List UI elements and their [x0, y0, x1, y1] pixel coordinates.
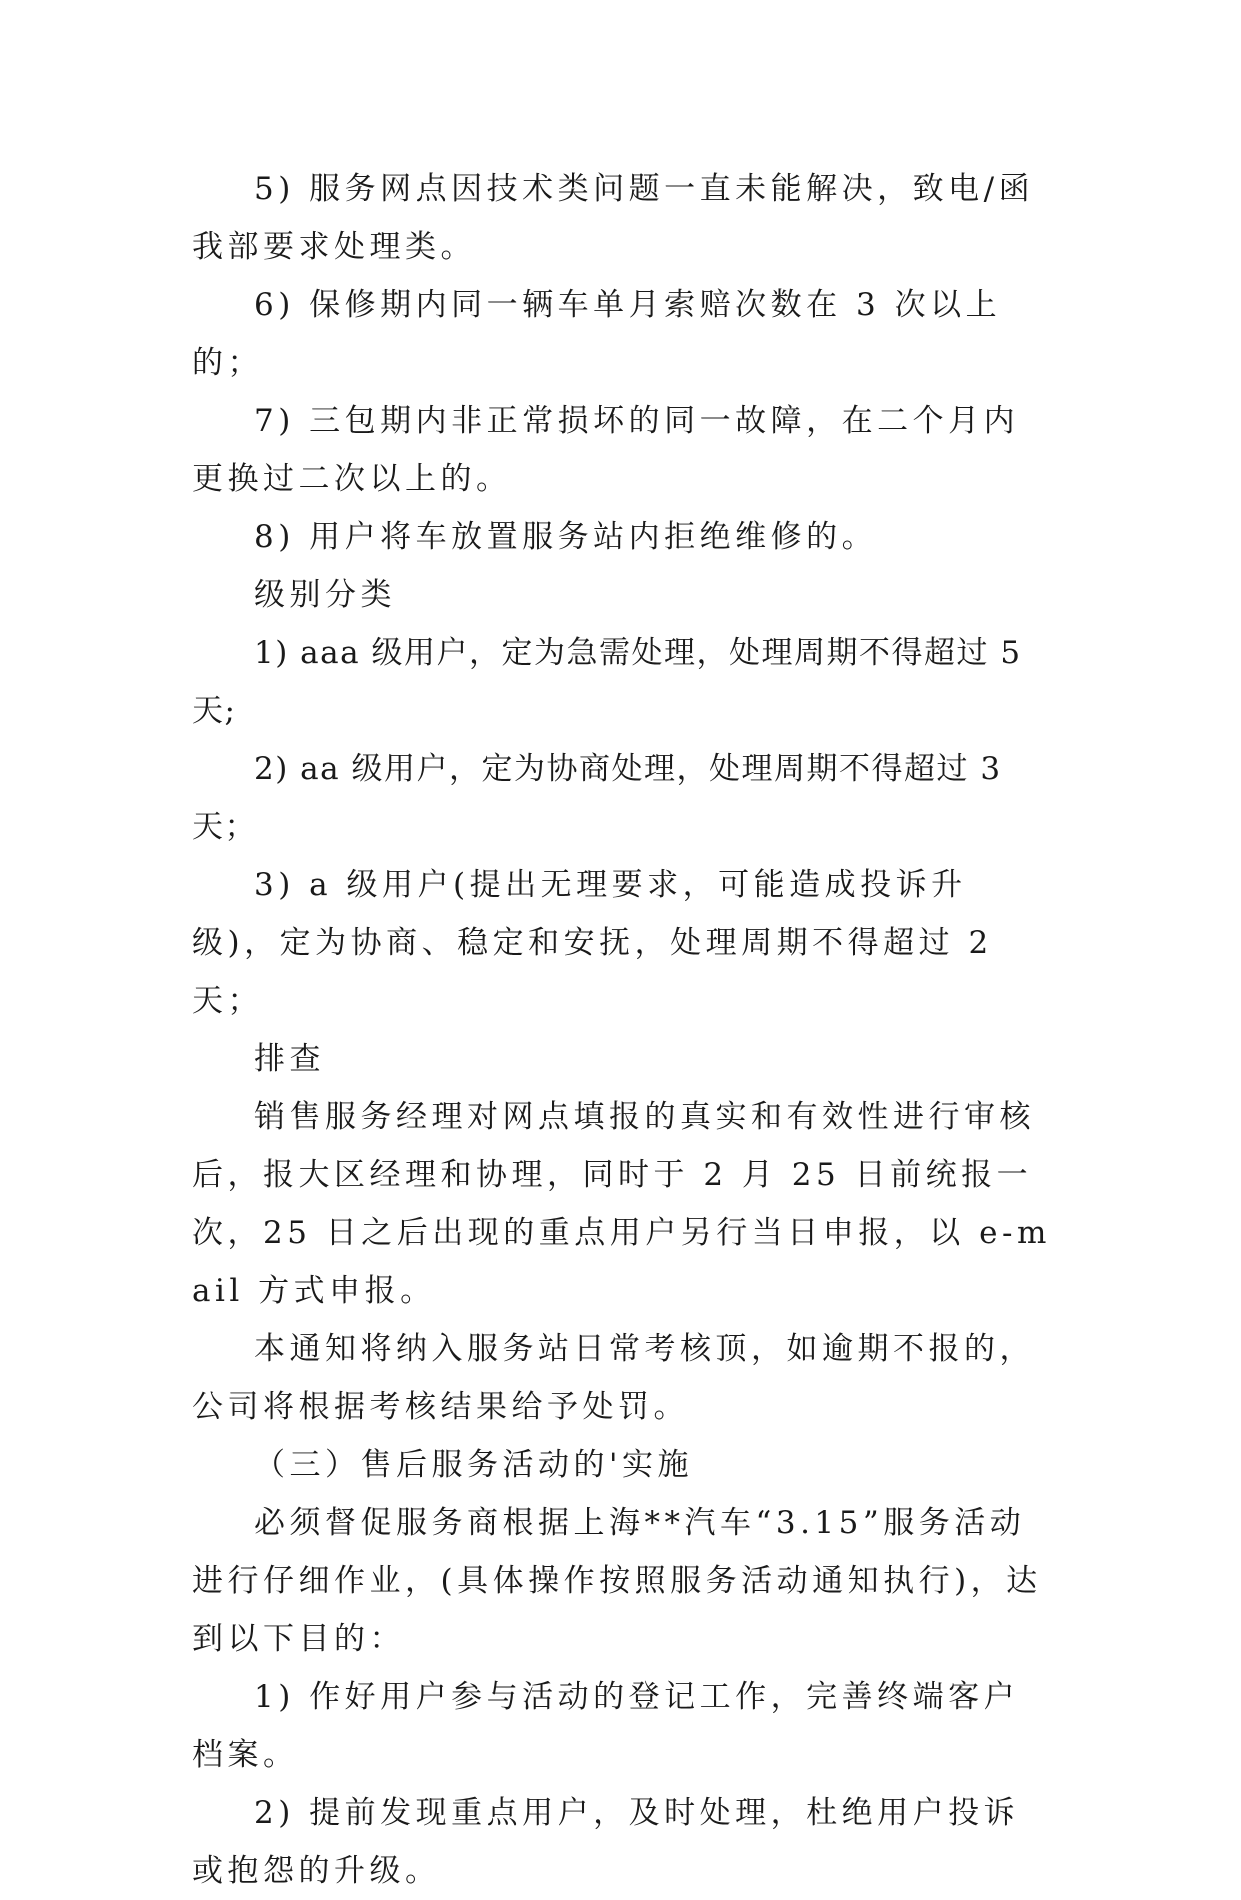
paragraph-goal-2: 2) 提前发现重点用户，及时处理，杜绝用户投诉或抱怨的升级。: [192, 1795, 1020, 1889]
paragraph-assessment-notice: 本通知将纳入服务站日常考核顶，如逾期不报的，公司将根据考核结果给予处罚。: [192, 1331, 1035, 1425]
paragraph-item-8: 8) 用户将车放置服务站内拒绝维修的。: [254, 519, 878, 555]
section-heading-level-classification: 级别分类: [254, 577, 396, 613]
paragraph-level-aaa: 1) aaa 级用户，定为急需处理，处理周期不得超过 5 天;: [192, 635, 1022, 729]
paragraph-goal-1: 1) 作好用户参与活动的登记工作，完善终端客户档案。: [192, 1679, 1020, 1773]
paragraph-level-aa: 2) aa 级用户，定为协商处理，处理周期不得超过 3 天；: [192, 751, 1002, 845]
paragraph-level-a: 3) a 级用户(提出无理要求，可能造成投诉升级)，定为协商、稳定和安抚，处理周期不得超过 2 天；: [192, 867, 993, 1019]
paragraph-item-5: 5) 服务网点因技术类问题一直未能解决，致电/函我部要求处理类。: [192, 171, 1035, 265]
section-heading-investigation: 排查: [254, 1041, 325, 1077]
document-body: [192, 160, 1052, 1900]
section-heading-activity-implementation: （三）售后服务活动的'实施: [254, 1447, 694, 1483]
paragraph-item-7: 7) 三包期内非正常损坏的同一故障，在二个月内更换过二次以上的。: [192, 403, 1020, 497]
paragraph-activity-requirement: 必须督促服务商根据上海**汽车“3.15”服务活动进行仔细作业，(具体操作按照服务活动通知执行)，达到以下目的：: [192, 1505, 1042, 1657]
paragraph-item-6: 6) 保修期内同一辆车单月索赔次数在 3 次以上的；: [192, 287, 1002, 381]
paragraph-review-procedure: 销售服务经理对网点填报的真实和有效性进行审核后，报大区经理和协理，同时于 2 月 25 日前统报一次，25 日之后出现的重点用户另行当日申报，以 e-mail 方式申报。: [192, 1099, 1051, 1309]
